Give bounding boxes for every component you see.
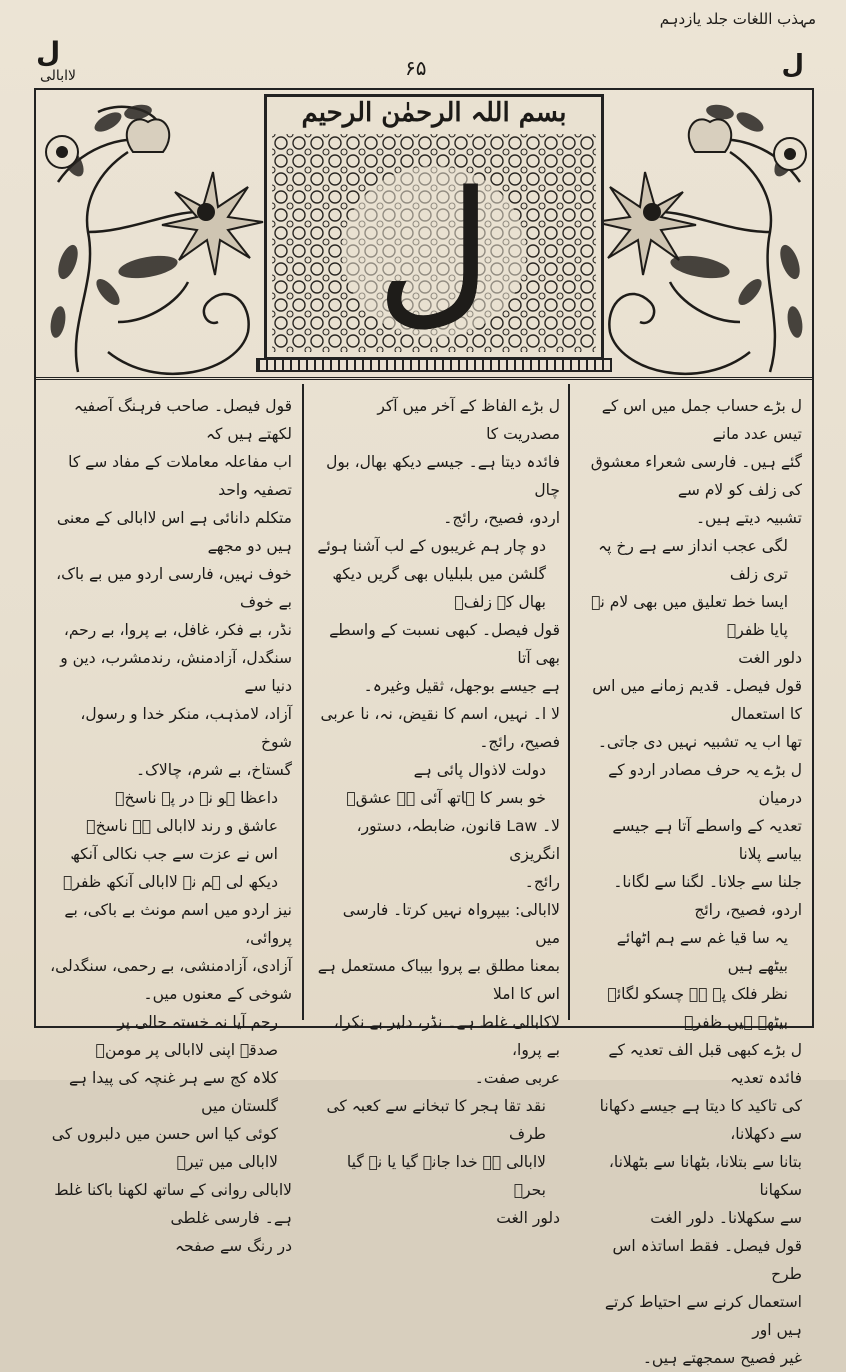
text-line: گئے ہیں۔ فارسی شعراء معشوق کی زلف کو لام سے — [590, 453, 802, 499]
text-line: استعمال کرنے سے احتیاط کرتے ہیں اور — [604, 1293, 802, 1339]
panel-base — [256, 358, 612, 372]
text-line: فصیح، رائج۔ — [479, 733, 560, 751]
verse-line: کوئی کیا اس حسن میں دلبروں کی لاابالی میں تیرؔ — [51, 1125, 278, 1171]
verse-line: صدقے اپنی لاابالی پر مومنؔ — [95, 1041, 278, 1059]
floral-ornament-left-icon — [38, 92, 260, 382]
text-line: بتانا سے بتلانا، بٹھانا سے بٹھلانا، سکھانا — [608, 1153, 802, 1199]
verse-line: ایسا خط تعلیق میں بھی لام نہ پایا ظفرؔ — [591, 593, 788, 639]
corner-letter-right: ل — [781, 50, 804, 80]
verse-line: دو چار ہم غریبوں کے لب آشنا ہوئے — [317, 537, 546, 555]
text-line: ل بڑے کبھی قبل الف تعدیہ کے فائدہ تعدیہ — [608, 1041, 802, 1087]
corner-letter-left: ل — [36, 36, 61, 69]
verse-line: نقد تقا ہجر کا تبخانے سے کعبہ کی طرف — [326, 1097, 546, 1143]
text-line: سنگدل، آزادمنش، رندمشرب، دین و دنیا سے — [60, 649, 292, 695]
text-line: بمعنا مطلق بے پروا بیباک مستعمل ہے اس کا املا — [317, 957, 560, 1003]
source-tag: دلور الغت — [738, 649, 802, 667]
verse-line: لاابالی ہے خدا جانے گیا یا نہ گیا بحرؔ — [346, 1153, 546, 1199]
verse-line: عاشق و رند لاابالی ہے ناسخؔ — [86, 817, 278, 835]
text-line: متکلم دانائی ہے اس لاابالی کے معنی ہیں دو مجھے — [56, 509, 292, 555]
text-line: عربی صفت۔ — [474, 1069, 560, 1087]
text-line: ل بڑے الفاظ کے آخر میں آکر مصدریت کا — [377, 397, 560, 443]
bismillah-heading: بسم اللہ الرحمٰن الرحیم — [301, 98, 567, 128]
text-line: اردو، فصیح، رائج۔ — [443, 509, 560, 527]
verse-line: دولت لاذوال پائی ہے — [413, 761, 546, 779]
text-line: سے سکھلانا۔ دلور الغت — [650, 1209, 802, 1227]
text-line: آزاد، لامذہب، منکر خدا و رسول، شوخ — [80, 705, 292, 751]
text-line: تھا اب یہ تشبیہ نہیں دی جاتی۔ — [597, 733, 802, 751]
big-letter-lam: ل — [375, 156, 493, 343]
top-note: مہذب اللغات جلد یازدہم — [659, 10, 816, 28]
text-line: آزادی، آزادمنشی، بے رحمی، سنگدلی، — [50, 957, 292, 975]
text-line: ہے جیسے بوجھل، ثقیل وغیرہ۔ — [363, 677, 560, 695]
text-line: نیز اردو میں اسم مونث بے باکی، بے پروائی، — [64, 901, 292, 947]
verse-line: لگی عجب انداز سے ہے رخ پہ تری زلف — [598, 537, 788, 583]
verse-line: خو بسر کا ہاتھ آئی ہے عشقؔ — [346, 789, 546, 807]
column-left — [40, 392, 300, 1255]
column-right — [574, 392, 810, 1367]
text-line: لاابالی: بیپرواہ نہیں کرتا۔ فارسی میں — [342, 901, 560, 947]
column-middle — [308, 392, 568, 1227]
text-line: لا۔ Law قانون، ضابطہ، دستور، انگریزی — [356, 817, 560, 863]
text-line: لاکابالی غلط ہے۔ نڈر، دلیر بے نکرا، بے پروا، — [333, 1013, 560, 1059]
text-line: قول فیصل۔ صاحب فرہنگ آصفیہ لکھتے ہیں کہ — [73, 397, 292, 443]
text-line: خوف نہیں، فارسی اردو میں بے باک، بے خوف — [56, 565, 292, 611]
text-line: فائدہ دیتا ہے۔ جیسے دیکھ بھال، بول چال — [326, 453, 560, 499]
text-line: لاابالی روانی کے ساتھ لکھنا باکنا غلط ہے۔ فارسی غلطی — [54, 1181, 292, 1227]
column-rule — [568, 384, 570, 1020]
text-line: در رنگ سے صفحہ — [175, 1237, 292, 1255]
verse-line: گلشن میں بلبلیاں بھی گریں دیکھ بھال کے زلفؔ — [332, 565, 546, 611]
text-line: غیر فصیح سمجھتے ہیں۔ — [642, 1349, 802, 1367]
text-line: تعدیہ کے واسطے آتا ہے جیسے بیاسے پلانا — [612, 817, 802, 863]
column-rule — [302, 384, 304, 1020]
text-line: اب مفاعلہ معاملات کے مفاد سے کا تصفیہ واحد — [68, 453, 292, 499]
page-number: ۶۵ — [405, 56, 427, 80]
text-line: نڈر، بے فکر، غافل، بے پروا، بے رحم، — [63, 621, 292, 639]
verse-line: رحم آیا نہ خستہ حالی پر — [117, 1013, 278, 1031]
text-line: ل بڑے یہ حرف مصادر اردو کے درمیان — [608, 761, 802, 807]
verse-line: اس نے عزت سے جب نکالی آنکھ — [70, 845, 278, 863]
text-line: گستاخ، بے شرم، چالاک۔ — [135, 761, 292, 779]
text-line: کی تاکید کا دیتا ہے جیسے دکھانا سے دکھلانا، — [599, 1097, 802, 1143]
text-line: رائج۔ — [524, 873, 560, 891]
verse-line: یہ سا قیا غم سے ہم اٹھائے بیٹھے ہیں — [616, 929, 788, 975]
verse-line: نظر فلک پہ ہے چسکو لگائے بیٹھے ہیں ظفرؔ — [607, 985, 788, 1031]
text-line: لا ا۔ نہیں، اسم کا نقیض، نہ، نا عربی — [320, 705, 560, 723]
verse-line: داعظا ہو نہ در پے ناسخؔ — [115, 789, 278, 807]
running-head: لاابالی — [40, 68, 76, 84]
text-line: قول فیصل۔ کبھی نسبت کے واسطے بھی آتا — [329, 621, 560, 667]
floral-ornament-right-icon — [600, 92, 810, 382]
text-line: شوخی کے معنوں میں۔ — [143, 985, 292, 1003]
text-line: قول فیصل۔ فقط اساتذہ اس طرح — [612, 1237, 802, 1283]
text-line: ل بڑے حساب جمل میں اس کے تیس عدد مانے — [601, 397, 802, 443]
text-line: جلنا سے جلانا۔ لگنا سے لگانا۔ اردو، فصیح، رائج — [613, 873, 802, 919]
verse-line: دیکھ لی ہم نے لاابالی آنکھ ظفرؔ — [63, 873, 278, 891]
verse-line: کلاہ کج سے ہر غنچہ کی پیدا ہے گلستان میں — [68, 1069, 278, 1115]
text-line: قول فیصل۔ قدیم زمانے میں اس کا استعمال — [592, 677, 802, 723]
text-line: تشبیہ دیتے ہیں۔ — [695, 509, 802, 527]
source-tag: دلور الغت — [496, 1209, 560, 1227]
